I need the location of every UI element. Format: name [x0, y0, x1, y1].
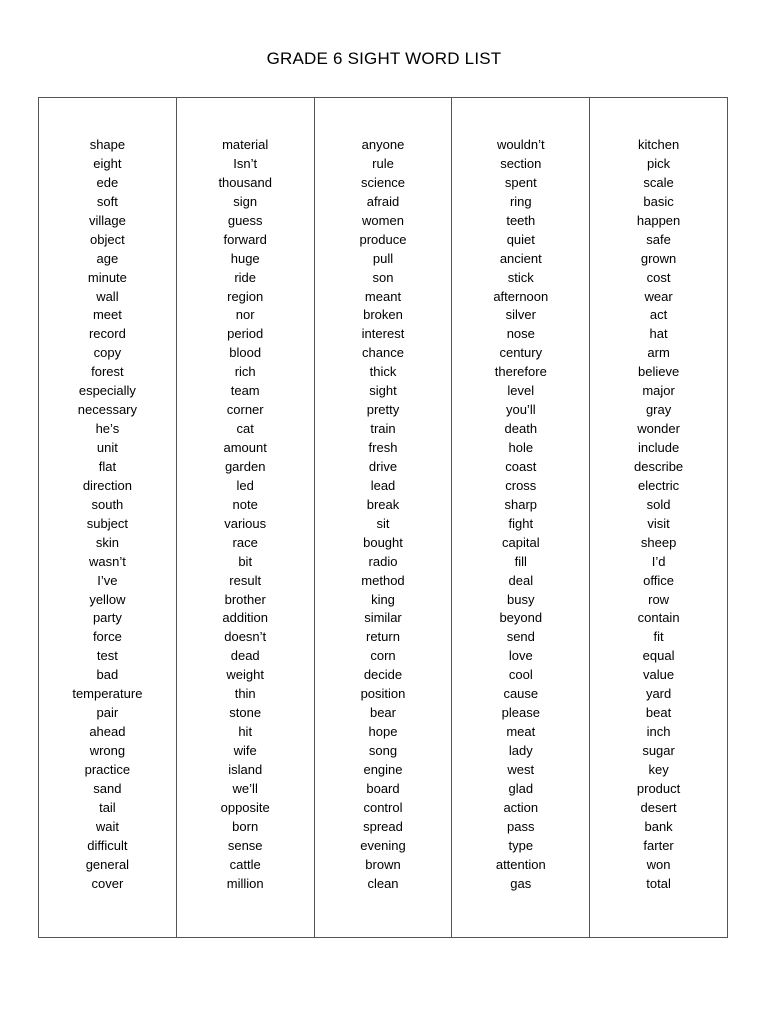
word-cell: cost — [646, 269, 671, 285]
word-cell: amount — [223, 440, 267, 455]
word-cell: thin — [234, 686, 256, 702]
word-cell: led — [236, 477, 254, 493]
word-cell: forward — [223, 231, 267, 247]
word-cell: team — [230, 383, 260, 399]
word-cell: result — [229, 572, 262, 588]
word-cell: arm — [647, 345, 670, 361]
word-cell: soft — [96, 193, 118, 209]
word-cell: dead — [230, 648, 260, 664]
word-cell: value — [643, 667, 675, 683]
word-cell: believe — [637, 364, 680, 380]
word-cell: especially — [78, 383, 136, 399]
word-cell: subject — [86, 515, 128, 531]
word-cell: corn — [370, 648, 396, 664]
word-cell: song — [368, 743, 398, 758]
word-cell: flat — [98, 458, 117, 474]
word-cell: produce — [359, 231, 407, 247]
word-cell: he’s — [95, 421, 120, 437]
word-cell: wife — [233, 743, 257, 758]
word-cell: fight — [508, 515, 534, 531]
word-cell: hope — [368, 724, 398, 740]
word-cell: object — [90, 231, 125, 247]
word-cell: bit — [238, 553, 253, 569]
word-cell: women — [362, 212, 404, 228]
word-cell: return — [366, 629, 400, 645]
word-cell: fill — [514, 553, 527, 569]
word-cell: visit — [647, 515, 670, 531]
page-title: GRADE 6 SIGHT WORD LIST — [266, 49, 502, 68]
word-cell: section — [500, 155, 542, 171]
word-cell: control — [363, 799, 403, 815]
word-cell: shape — [89, 137, 126, 152]
word-cell: drive — [368, 458, 398, 474]
word-cell: engine — [363, 761, 403, 777]
word-cell: wonder — [637, 421, 680, 437]
word-cell: race — [232, 534, 258, 550]
word-cell: sign — [233, 193, 258, 209]
word-cell: cool — [508, 667, 533, 683]
word-cell: bad — [96, 667, 119, 683]
word-cell: pair — [96, 705, 119, 721]
word-cell: meant — [364, 288, 402, 304]
word-cell: brother — [224, 591, 266, 607]
word-cell: addition — [222, 610, 268, 626]
word-table — [38, 97, 728, 938]
word-cell: brown — [365, 856, 401, 872]
word-cell: interest — [361, 326, 405, 342]
word-cell: note — [232, 496, 258, 512]
word-cell: party — [92, 610, 122, 626]
word-cell: happen — [636, 212, 681, 228]
word-cell: fit — [653, 629, 664, 645]
word-cell: doesn’t — [224, 629, 267, 645]
word-cell: copy — [93, 345, 122, 361]
word-cell: spent — [504, 174, 537, 190]
word-cell: include — [637, 440, 680, 455]
word-cell: nor — [235, 307, 255, 323]
word-cell: practice — [84, 761, 131, 777]
word-cell: yard — [645, 686, 672, 702]
word-cell: sharp — [504, 496, 538, 512]
word-cell: test — [96, 648, 118, 664]
word-cell: ring — [509, 193, 532, 209]
word-cell: won — [646, 856, 671, 872]
word-cell: anyone — [361, 137, 405, 152]
word-cell: evening — [360, 837, 406, 853]
word-cell: rule — [372, 155, 394, 171]
word-cell: unit — [96, 440, 118, 455]
word-cell: cat — [236, 421, 254, 437]
word-cell: therefore — [494, 364, 547, 380]
word-column-3 — [315, 98, 453, 937]
word-cell: wouldn’t — [496, 137, 545, 152]
word-cell: region — [227, 288, 264, 304]
word-cell: grown — [640, 250, 677, 266]
word-cell: science — [360, 174, 406, 190]
word-cell: sit — [376, 515, 390, 531]
word-cell: contain — [637, 610, 680, 626]
word-cell: pass — [507, 818, 535, 834]
word-cell: chance — [362, 345, 404, 361]
word-cell: bear — [369, 705, 396, 721]
word-cell: desert — [640, 799, 677, 815]
word-cell: quiet — [506, 231, 535, 247]
word-cell: electric — [637, 477, 680, 493]
word-cell: break — [366, 496, 400, 512]
word-cell: we’ll — [232, 780, 258, 796]
word-cell: inch — [646, 724, 671, 740]
word-cell: temperature — [72, 686, 143, 702]
word-cell: nose — [506, 326, 535, 342]
word-cell: village — [88, 212, 126, 228]
word-cell: sight — [369, 383, 397, 399]
word-cell: fresh — [368, 440, 398, 455]
word-cell: wrong — [89, 743, 126, 758]
word-cell: ancient — [499, 250, 542, 266]
word-cell: born — [232, 818, 259, 834]
word-cell: bought — [363, 534, 403, 550]
word-cell: row — [648, 591, 670, 607]
word-cell: broken — [363, 307, 403, 323]
word-cell: cross — [505, 477, 537, 493]
word-cell: difficult — [87, 837, 128, 853]
word-cell: forest — [91, 364, 124, 380]
word-cell: please — [501, 705, 540, 721]
word-cell: pick — [647, 155, 671, 171]
word-cell: cover — [91, 875, 124, 891]
word-cell: beat — [645, 705, 672, 721]
word-cell: meet — [92, 307, 122, 323]
word-cell: major — [642, 383, 675, 399]
word-cell: sense — [227, 837, 263, 853]
word-cell: glad — [508, 780, 534, 796]
word-cell: Isn’t — [233, 155, 258, 171]
word-cell: hit — [238, 724, 253, 740]
word-column-4 — [452, 98, 590, 937]
word-cell: kitchen — [637, 137, 680, 152]
word-cell: you’ll — [505, 402, 536, 418]
word-cell: sugar — [642, 743, 675, 758]
word-cell: ride — [234, 269, 257, 285]
word-cell: send — [506, 629, 535, 645]
word-column-2 — [177, 98, 315, 937]
word-cell: bank — [644, 818, 673, 834]
word-cell: office — [643, 572, 674, 588]
word-cell: gray — [645, 402, 672, 418]
word-cell: force — [92, 629, 122, 645]
word-cell: board — [366, 780, 400, 796]
word-cell: son — [372, 269, 394, 285]
word-cell: yellow — [89, 591, 126, 607]
word-cell: afraid — [366, 193, 400, 209]
word-cell: sold — [646, 496, 671, 512]
word-cell: pull — [372, 250, 394, 266]
word-cell: stick — [507, 269, 534, 285]
word-cell: scale — [643, 174, 674, 190]
word-cell: love — [508, 648, 533, 664]
word-cell: west — [507, 761, 535, 777]
word-cell: material — [222, 137, 269, 152]
word-cell: death — [504, 421, 538, 437]
word-cell: guess — [227, 212, 263, 228]
word-cell: direction — [82, 477, 132, 493]
word-cell: sheep — [640, 534, 677, 550]
word-cell: silver — [505, 307, 536, 323]
word-cell: wall — [96, 288, 119, 304]
word-cell: beyond — [499, 610, 543, 626]
word-cell: thousand — [218, 174, 272, 190]
word-cell: spread — [363, 818, 403, 834]
word-cell: wear — [644, 288, 673, 304]
word-cell: busy — [507, 591, 535, 607]
word-cell: ede — [96, 174, 119, 190]
word-cell: teeth — [506, 212, 536, 228]
word-cell: general — [85, 856, 130, 872]
word-cell: I’ve — [97, 572, 118, 588]
word-cell: blood — [229, 345, 262, 361]
word-cell: action — [503, 799, 539, 815]
word-cell: hat — [649, 326, 668, 342]
word-cell: attention — [495, 856, 546, 872]
word-cell: tail — [99, 799, 116, 815]
word-cell: radio — [368, 553, 398, 569]
word-cell: stone — [229, 705, 262, 721]
word-cell: afternoon — [493, 288, 549, 304]
word-cell: sand — [93, 780, 122, 796]
word-cell: various — [224, 515, 267, 531]
word-cell: deal — [508, 572, 534, 588]
word-cell: basic — [643, 193, 674, 209]
word-cell: lady — [508, 743, 533, 758]
word-cell: hole — [508, 440, 534, 455]
word-cell: decide — [363, 667, 403, 683]
word-cell: south — [91, 496, 124, 512]
word-cell: record — [88, 326, 126, 342]
word-cell: farter — [643, 837, 674, 853]
word-cell: coast — [505, 458, 537, 474]
word-cell: type — [508, 837, 534, 853]
word-cell: wait — [95, 818, 119, 834]
word-cell: corner — [226, 402, 264, 418]
word-cell: pretty — [366, 402, 400, 418]
word-cell: rich — [234, 364, 256, 380]
word-cell: cattle — [229, 856, 261, 872]
word-cell: skin — [95, 534, 119, 550]
word-cell: train — [370, 421, 396, 437]
word-cell: equal — [642, 648, 675, 664]
word-cell: meat — [506, 724, 536, 740]
word-cell: total — [646, 875, 671, 891]
word-cell: opposite — [220, 799, 270, 815]
word-cell: million — [226, 875, 264, 891]
word-cell: cause — [503, 686, 539, 702]
word-cell: huge — [230, 250, 260, 266]
word-cell: method — [361, 572, 405, 588]
word-cell: necessary — [77, 402, 138, 418]
word-cell: period — [227, 326, 264, 342]
word-cell: island — [228, 761, 263, 777]
word-cell: gas — [510, 875, 532, 891]
word-cell: thick — [369, 364, 397, 380]
word-cell: king — [371, 591, 395, 607]
word-cell: capital — [502, 534, 540, 550]
word-cell: ahead — [89, 724, 126, 740]
word-cell: I’d — [651, 553, 666, 569]
word-cell: level — [507, 383, 535, 399]
word-cell: describe — [634, 458, 684, 474]
word-cell: eight — [93, 155, 122, 171]
word-cell: century — [499, 345, 543, 361]
word-cell: product — [636, 780, 681, 796]
word-cell: position — [360, 686, 406, 702]
word-cell: wasn’t — [88, 553, 126, 569]
word-cell: age — [96, 250, 119, 266]
word-cell: act — [649, 307, 668, 323]
word-cell: safe — [646, 231, 671, 247]
word-column-5 — [590, 98, 727, 937]
word-cell: lead — [370, 477, 396, 493]
word-cell: weight — [226, 667, 264, 683]
word-cell: garden — [224, 458, 266, 474]
word-column-1 — [39, 98, 177, 937]
word-cell: key — [648, 761, 669, 777]
word-cell: clean — [367, 875, 399, 891]
word-cell: similar — [364, 610, 402, 626]
word-cell: minute — [87, 269, 127, 285]
